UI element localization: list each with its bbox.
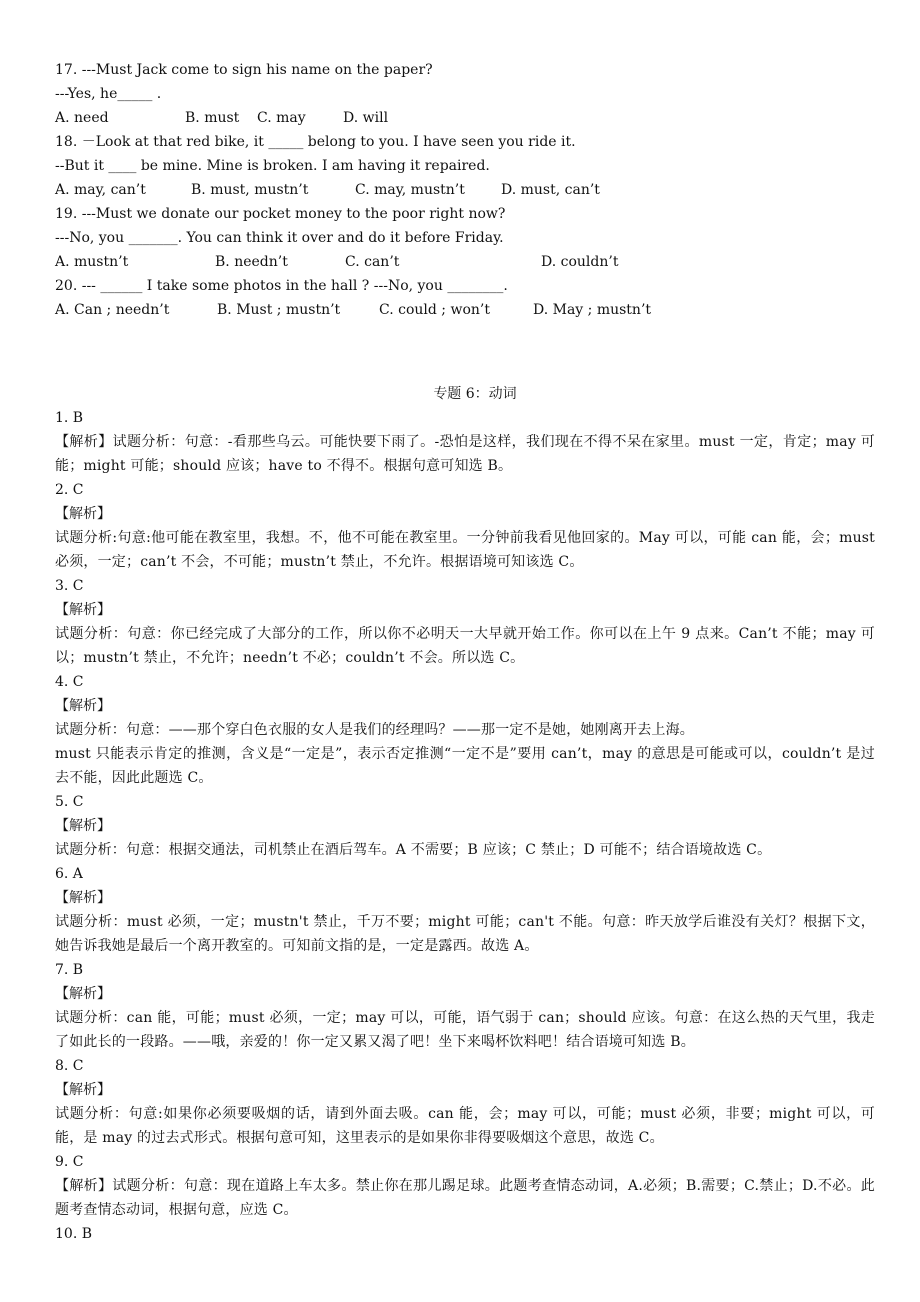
- answer-analysis: 试题分析：can 能，可能；must 必须，一定；may 可以，可能，语气弱于 can；should 应该。句意：在这么热的天气里，我走了如此长的一段路。——哦，亲爱的！你一定又累又渴了吧！坐下来喝杯饮料吧！结合语境可知选 B。: [55, 1010, 875, 1050]
- answer-analysis: 试题分析：句意：根据交通法，司机禁止在酒后驾车。A 不需要；B 应该；C 禁止；D 可能不；结合语境故选 C。: [55, 842, 772, 858]
- analysis-label: 【解析】: [55, 602, 111, 618]
- option-d: D. May ; mustn’t: [533, 302, 652, 318]
- answer-analysis: must 只能表示肯定的推测，含义是“一定是”，表示否定推测“一定不是”要用 can’t，may 的意思是可能或可以，couldn’t 是过去不能，因此此题选 C。: [55, 746, 875, 786]
- option-c: C. could ; won’t: [379, 302, 490, 318]
- option-d: D. must, can’t: [501, 182, 600, 198]
- section-title: 专题 6：动词: [433, 386, 517, 402]
- question-stem: 17. ---Must Jack come to sign his name on the paper?: [55, 62, 433, 78]
- option-a: A. may, can’t: [55, 182, 146, 198]
- answer-analysis: 【解析】试题分析：句意：现在道路上车太多。禁止你在那儿踢足球。此题考查情态动词，A.必须；B.需要；C.禁止；D.不必。此题考查情态动词，根据句意，应选 C。: [55, 1178, 875, 1218]
- option-c: C. may: [257, 110, 306, 126]
- answer-number: 4. C: [55, 674, 84, 690]
- answer-analysis: 试题分析：must 必须，一定；mustn't 禁止，千万不要；might 可能；can't 不能。句意：昨天放学后谁没有关灯？根据下文，她告诉我她是最后一个离开教室的。可知前文指的是，一定是露西。故选 A。: [55, 914, 875, 954]
- option-c: C. can’t: [345, 254, 400, 270]
- question-18: [55, 130, 875, 202]
- question-stem: 18. －Look at that red bike, it _____ belong to you. I have seen you ride it.: [55, 134, 576, 150]
- options-row: [55, 298, 875, 322]
- answer-number: 2. C: [55, 482, 84, 498]
- analysis-label: 【解析】: [55, 890, 111, 906]
- option-b: B. must, mustn’t: [191, 182, 309, 198]
- options-row: [55, 178, 875, 202]
- option-b: B. must: [185, 110, 240, 126]
- answer-number: 8. C: [55, 1058, 84, 1074]
- question-reply: ---No, you _______. You can think it over and do it before Friday.: [55, 230, 504, 246]
- option-d: D. couldn’t: [541, 254, 619, 270]
- answer-4: [55, 670, 875, 790]
- answer-analysis: 【解析】试题分析：句意：-看那些乌云。可能快要下雨了。-恐怕是这样，我们现在不得不呆在家里。must 一定，肯定；may 可能；might 可能；should 应该；have to 不得不。根据句意可知选 B。: [55, 434, 875, 474]
- question-stem: 19. ---Must we donate our pocket money to the poor right now?: [55, 206, 506, 222]
- question-reply: ---Yes, he_____ .: [55, 86, 162, 102]
- question-stem: 20. --- ______ I take some photos in the hall ? ---No, you ________.: [55, 278, 508, 294]
- answer-number: 7. B: [55, 962, 84, 978]
- answer-8: [55, 1054, 875, 1150]
- answer-10: [55, 1222, 875, 1246]
- answer-3: [55, 574, 875, 670]
- option-a: A. need: [55, 110, 109, 126]
- section-spacer: [55, 322, 875, 382]
- answer-2: [55, 478, 875, 574]
- answer-number: 9. C: [55, 1154, 84, 1170]
- answer-analysis: 试题分析：句意：你已经完成了大部分的工作，所以你不必明天一大早就开始工作。你可以在上午 9 点来。Can’t 不能；may 可以；mustn’t 禁止，不允许；needn’t 不必；couldn’t 不会。所以选 C。: [55, 626, 875, 666]
- question-19: [55, 202, 875, 274]
- answer-analysis: 试题分析：句意：——那个穿白色衣服的女人是我们的经理吗？——那一定不是她，她刚离开去上海。: [55, 722, 694, 738]
- answer-analysis: 试题分析：句意:如果你必须要吸烟的话，请到外面去吸。can 能，会；may 可以，可能；must 必须，非要；might 可以，可能，是 may 的过去式形式。根据句意可知，这里表示的是如果你非得要吸烟这个意思，故选 C。: [55, 1106, 875, 1146]
- options-row: [55, 106, 875, 130]
- question-20: [55, 274, 875, 322]
- analysis-label: 【解析】: [55, 698, 111, 714]
- answer-9: [55, 1150, 875, 1222]
- analysis-label: 【解析】: [55, 818, 111, 834]
- answer-number: 6. A: [55, 866, 83, 882]
- answer-analysis: 试题分析:句意:他可能在教室里，我想。不，他不可能在教室里。一分钟前我看见他回家的。May 可以，可能 can 能，会；must 必须，一定；can’t 不会，不可能；mustn’t 禁止，不允许。根据语境可知该选 C。: [55, 530, 875, 570]
- answer-6: [55, 862, 875, 958]
- answer-number: 3. C: [55, 578, 84, 594]
- option-a: A. Can ; needn’t: [55, 302, 170, 318]
- option-b: B. needn’t: [215, 254, 288, 270]
- options-row: [55, 250, 875, 274]
- question-reply: --But it ____ be mine. Mine is broken. I am having it repaired.: [55, 158, 490, 174]
- answer-7: [55, 958, 875, 1054]
- option-a: A. mustn’t: [55, 254, 129, 270]
- analysis-label: 【解析】: [55, 986, 111, 1002]
- answer-number: 1. B: [55, 410, 84, 426]
- option-b: B. Must ; mustn’t: [217, 302, 341, 318]
- answer-number: 10. B: [55, 1226, 93, 1242]
- document-page: [55, 58, 875, 1246]
- answer-1: [55, 406, 875, 478]
- question-17: [55, 58, 875, 130]
- analysis-label: 【解析】: [55, 1082, 111, 1098]
- option-c: C. may, mustn’t: [355, 182, 465, 198]
- answer-number: 5. C: [55, 794, 84, 810]
- answer-5: [55, 790, 875, 862]
- option-d: D. will: [343, 110, 389, 126]
- analysis-label: 【解析】: [55, 506, 111, 522]
